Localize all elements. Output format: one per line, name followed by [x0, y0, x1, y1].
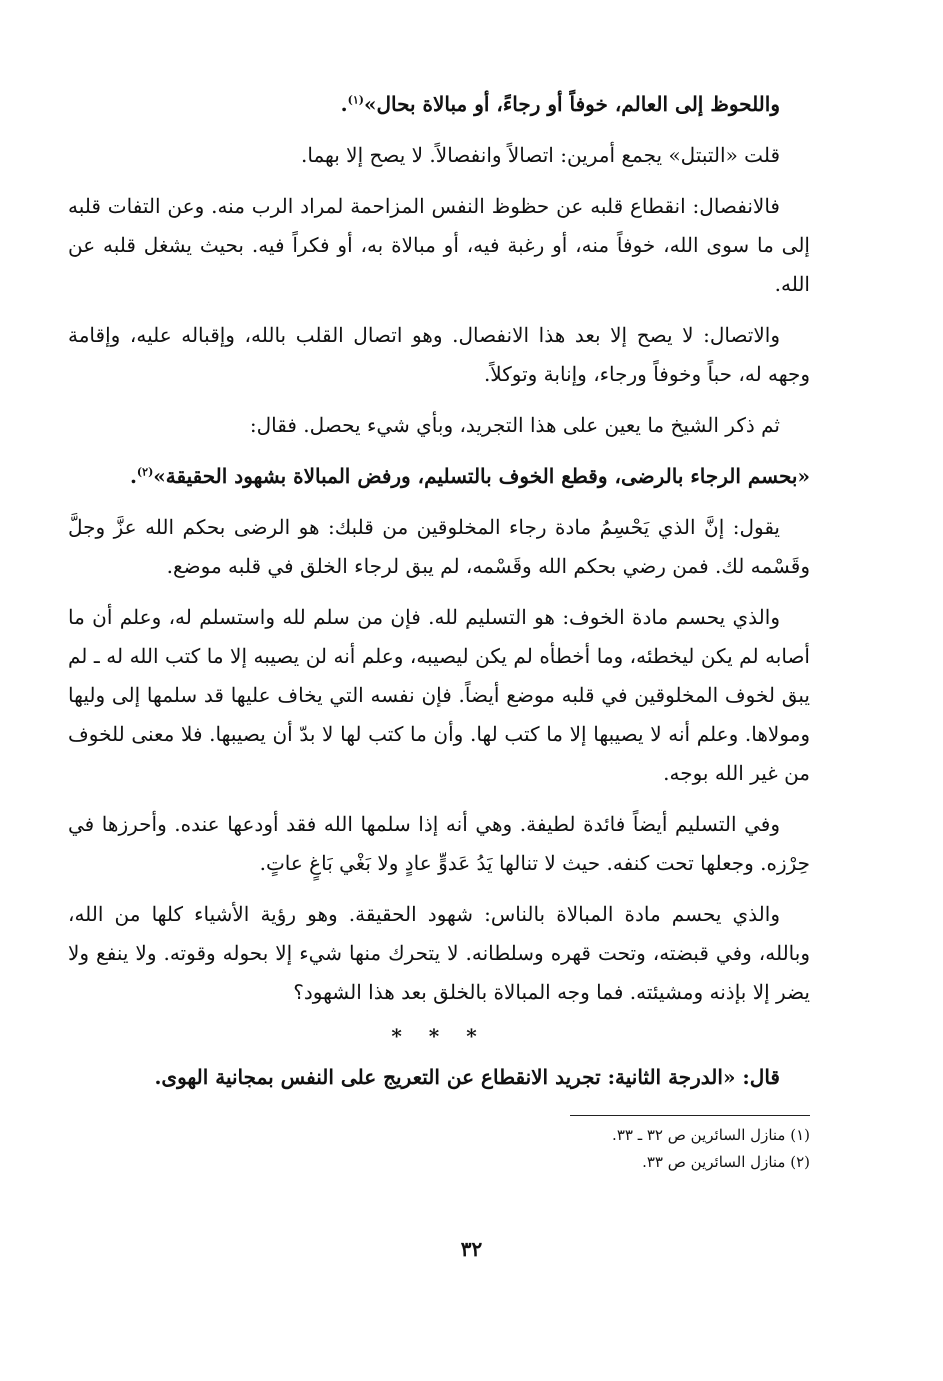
paragraph-8: والذي يحسم مادة الخوف: هو التسليم لله. فإن من سلم لله واستسلم له، وعلم أن ما أصابه لم يكن ليخطئه، وما أخطأه لم يكن ليصيبه، وعلم أنه لن يصيبه إلا ما كتب الله له ـ لم يبق لخوف المخلوقين في قلبه موضع أيضاً. فإن نفسه التي يخاف عليها قد سلمها إلى وليها ومولاها. وعلم أنه لا يصيبها إلا ما كتب لها. وأن ما كتب لها لا بدّ أن يصيبها. فلا معنى للخوف من غير الله بوجه.	[68, 605, 810, 785]
footnote-2: (٢) منازل السائرين ص ٣٣.	[642, 1153, 810, 1171]
section-separator: * * *	[391, 1024, 487, 1048]
page-number: ٣٢	[460, 1237, 483, 1261]
paragraph-5: ثم ذكر الشيخ ما يعين على هذا التجريد، وبأي شيء يحصل. فقال:	[249, 413, 780, 437]
footnote-ref-2[interactable]: (٢)	[136, 465, 154, 479]
paragraph-6-quote: «بحسم الرجاء بالرضى، وقطع الخوف بالتسليم، ورفض المبالاة بشهود الحقيقة»$^{(٢)}$.	[129, 464, 810, 488]
paragraph-1: واللحوظ إلى العالم، خوفاً أو رجاءً، أو مبالاة بحال»$^{(١)}$.	[340, 92, 780, 116]
paragraph-4: والاتصال: لا يصح إلا بعد هذا الانفصال. وهو اتصال القلب بالله، وإقباله عليه، وإقامة وجهه له، حباً وخوفاً ورجاء، وإنابة وتوكلاً.	[68, 323, 810, 386]
page-body	[68, 85, 810, 1176]
paragraph-10: والذي يحسم مادة المبالاة بالناس: شهود الحقيقة. وهو رؤية الأشياء كلها من الله، وبالله، وفي قبضته، وتحت قهره وسلطانه. لا يتحرك منها شيء إلا بحوله وقوته. ولا ينفع ولا يضر إلا بإذنه ومشيئته. فما وجه المبالاة بالخلق بعد هذا الشهود؟	[68, 902, 810, 1004]
paragraph-7: يقول: إنَّ الذي يَحْسِمُ مادة رجاء المخلوقين من قلبك: هو الرضى بحكم الله عزَّ وجلَّ وقَسْمه لك. فمن رضي بحكم الله وقَسْمه، لم يبق لرجاء الخلق في قلبه موضع.	[68, 515, 810, 578]
footnote-1: (١) منازل السائرين ص ٣٢ ـ ٣٣.	[612, 1126, 810, 1144]
paragraph-9: وفي التسليم أيضاً فائدة لطيفة. وهي أنه إذا سلمها الله فقد أودعها عنده. وأحرزها في حِرْزه. وجعلها تحت كنفه. حيث لا تنالها يَدُ عَدوٍّ عادٍ ولا بَغْي بَاغٍ عاتٍ.	[68, 812, 810, 875]
paragraph-2: قلت «التبتل» يجمع أمرين: اتصالاً وانفصالاً. لا يصح إلا بهما.	[301, 143, 780, 167]
footnote-ref-1[interactable]: (١)	[347, 93, 364, 107]
footnote-divider	[570, 1115, 810, 1116]
final-paragraph: قال: «الدرجة الثانية: تجريد الانقطاع عن التعريج على النفس بمجانية الهوى.	[154, 1065, 780, 1089]
paragraph-3: فالانفصال: انقطاع قلبه عن حظوظ النفس المزاحمة لمراد الرب منه. وعن التفات قلبه إلى ما سوى الله، خوفاً منه، أو رغبة فيه، أو مبالاة به، أو فكراً فيه. بحيث يشغل قلبه عن الله.	[68, 194, 810, 296]
